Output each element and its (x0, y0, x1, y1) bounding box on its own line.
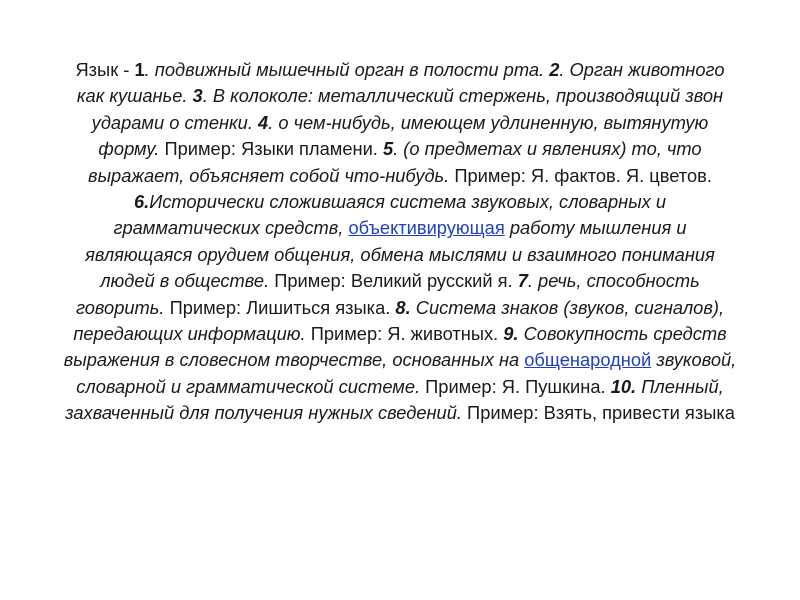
sense-text-6b: работу мышления и являющаяся орудием общения, обмена мыслями и взаимного понимания людей в обществе. (85, 217, 715, 292)
sense-example-8: Пример: Я. животных. (305, 323, 504, 345)
sense-text-10: Пленный, захваченный для получения нужных сведений. (65, 375, 724, 424)
sense-example-10: Пример: Взять, привести языка (461, 402, 735, 424)
sense-number-1: 1 (134, 59, 145, 80)
sense-number-5: 5 (382, 138, 394, 160)
term-dash: - (118, 59, 135, 80)
sense-number-8: 8. (395, 296, 411, 318)
term: Язык (75, 59, 119, 80)
sense-text-6a: Исторически сложившаяся система звуковых, словарных и грамматических средств, (113, 191, 667, 239)
sense-number-2: 2 (549, 59, 560, 80)
sense-number-6: 6. (133, 191, 150, 213)
sense-example-5: Пример: Я. фактов. Я. цветов. (449, 164, 712, 186)
sense-text-5: . (о предметах и явлениях) то, что выражает, объясняет собой что-нибудь. (88, 138, 702, 186)
definition-text (62, 57, 738, 427)
sense-text-2: . Орган животного как кушанье. (76, 59, 725, 107)
sense-text-4: . о чем-нибудь, имеющем удлиненную, вытянутую форму. (98, 111, 709, 160)
sense-text-1: . подвижный мышечный орган в полости рта. (144, 59, 550, 80)
sense-example-9: Пример: Я. Пушкина. (420, 375, 611, 397)
sense-text-9b: звуковой, словарной и грамматической системе. (76, 349, 737, 397)
sense-number-7: 7 (517, 270, 528, 292)
sense-text-3: . В колоколе: металлический стержень, производящий звон ударами о стенки. (91, 85, 724, 133)
link-obektiviruyushchaya[interactable]: объективирующая (348, 217, 505, 239)
sense-number-10: 10. (610, 375, 637, 397)
sense-text-8: Система знаков (звуков, сигналов), передающих информацию. (73, 296, 725, 345)
sense-example-7: Пример: Лишиться языка. (164, 296, 396, 318)
link-obshchenarodnoy[interactable]: общенародной (524, 349, 652, 371)
sense-number-9: 9. (503, 323, 519, 345)
sense-number-4: 4 (258, 111, 269, 133)
sense-text-9a: Совокупность средств выражения в словесном творчестве, основанных на (63, 323, 727, 371)
sense-example-6: Пример: Великий русский я. (269, 270, 518, 292)
sense-number-3: 3 (192, 85, 203, 107)
sense-example-4: Пример: Языки пламени. (159, 138, 383, 160)
sense-text-7: . речь, способность говорить. (75, 270, 700, 318)
